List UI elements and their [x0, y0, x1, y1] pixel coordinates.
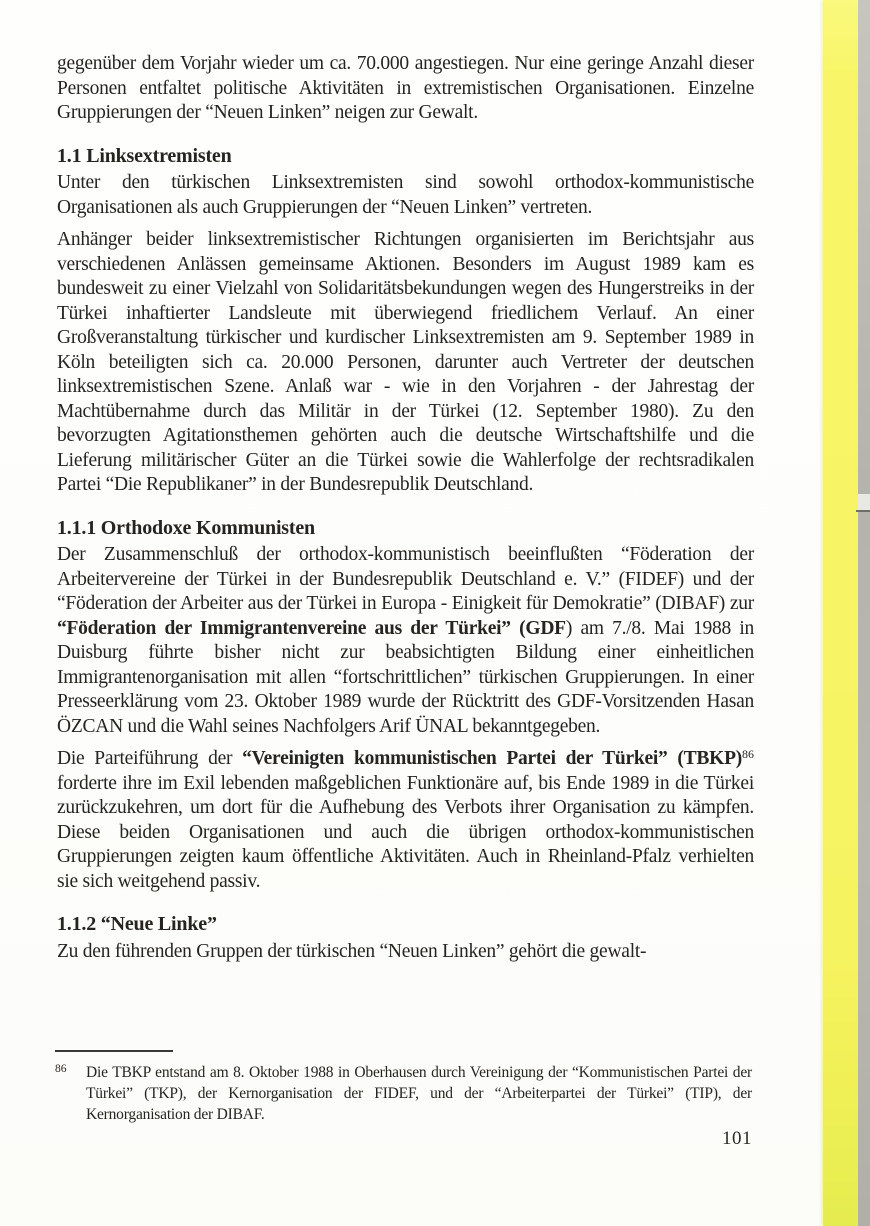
page-edge-line	[856, 510, 870, 512]
footnote-marker: 86	[55, 1063, 67, 1075]
paragraph	[57, 747, 754, 894]
heading-orthodoxe-kommunisten: 1.1.1 Orthodoxe Kommunisten	[57, 516, 315, 539]
page-number: 101	[722, 1128, 752, 1149]
paragraph: Unter den türkischen Linksextremisten sind sowohl orthodox-kommunistische Organisationen als auch Gruppierungen der “Neuen Linken” vertreten.	[57, 172, 754, 218]
footnote-text: Die TBKP entstand am 8. Oktober 1988 in Oberhausen durch Vereinigung der “Kommunistischen Partei der Türkei” (TKP), der Kernorganisation der FIDEF, und der “Arbeiterpartei der Türkei” (TIP), der Kernorganisation der DIBAF.	[86, 1064, 752, 1123]
paragraph-text: Der Zusammenschluß der orthodox-kommunistisch beeinflußten “Föderation der Arbeitervereine der Türkei in der Bundesrepublik Deutschland e. V.” (FIDEF) und der “Föderation der Arbeiter aus der Türkei in Europa - Einigkeit für Demokratie” (DIBAF) zur	[57, 544, 754, 614]
bold-organization-name: “Vereinigten kommunistischen Partei der Türkei” (TBKP)	[242, 748, 742, 769]
bookmark-stripe	[823, 0, 858, 1226]
paragraph: Zu den führenden Gruppen der türkischen “Neuen Linken” gehört die gewalt-	[57, 940, 647, 962]
footnote	[55, 1062, 752, 1125]
paragraph: Anhänger beider linksextremistischer Richtungen organisierten im Berichtsjahr aus verschiedenen Anlässen gemeinsame Aktionen. Besonders im August 1989 kam es bundesweit zu einer Vielzahl von Solidaritätsbekundungen wegen des Hungerstreiks in der Türkei inhaftierter Landsleute mit überwiegend friedlichem Verlauf. An einer Großveranstaltung türkischer und kurdischer Linksextremisten am 9. September 1989 in Köln beteiligten sich ca. 20.000 Personen, darunter auch Vertreter der deutschen linksextremistischen Szene. Anlaß war - wie in den Vorjahren - der Jahrestag der Machtübernahme durch das Militär in der Türkei (12. September 1980). Zu den bevorzugten Agitationsthemen gehörten auch die deutsche Wirtschaftshilfe und die Lieferung militärischer Güter an die Türkei sowie die Wahlerfolge der rechtsradikalen Partei “Die Republikaner” in der Bundesrepublik Deutschland.	[57, 229, 754, 495]
paragraph-text: ) am 7./8. Mai 1988 in Duisburg führte bisher nicht zur beabsichtigten Bildung einer einheitlichen Immigrantenorganisation mit allen “fortschrittlichen” türkischen Gruppierungen. In einer Presseerklärung vom 23. Oktober 1989 wurde der Rücktritt des GDF-Vorsitzenden Hasan ÖZCAN und die Wahl seines Nachfolgers Arif ÜNAL bekanntgegeben.	[57, 617, 754, 737]
intro-paragraph: gegenüber dem Vorjahr wieder um ca. 70.000 angestiegen. Nur eine geringe Anzahl dieser Personen entfaltet politische Aktivitäten in extremistischen Organisationen. Einzelne Gruppierungen der “Neuen Linken” neigen zur Gewalt.	[57, 53, 754, 123]
paragraph-text: forderte ihre im Exil lebenden maßgeblichen Funktionäre auf, bis Ende 1989 in die Türkei zurückzukehren, um dort für die Aufhebung des Verbots ihrer Organisation zu kämpfen. Diese beiden Organisationen und auch die übrigen orthodox-kommunistischen Gruppierungen zeigten kaum öffentliche Aktivitäten. Auch in Rheinland-Pfalz verhielten sie sich weitgehend passiv.	[57, 772, 754, 892]
footnote-block	[55, 1050, 752, 1125]
page-edge	[858, 0, 870, 1226]
text-column	[57, 52, 754, 972]
paragraph-text: Die Parteiführung der	[57, 748, 243, 769]
paragraph	[57, 543, 754, 739]
bold-organization-name: “Föderation der Immigrantenvereine aus der Türkei” (GDF	[57, 617, 566, 639]
footnote-reference: 86	[742, 747, 754, 761]
heading-neue-linke: 1.1.2 “Neue Linke”	[57, 913, 217, 935]
heading-linksextremisten: 1.1 Linksextremisten	[57, 144, 232, 167]
footnote-divider	[55, 1050, 173, 1052]
